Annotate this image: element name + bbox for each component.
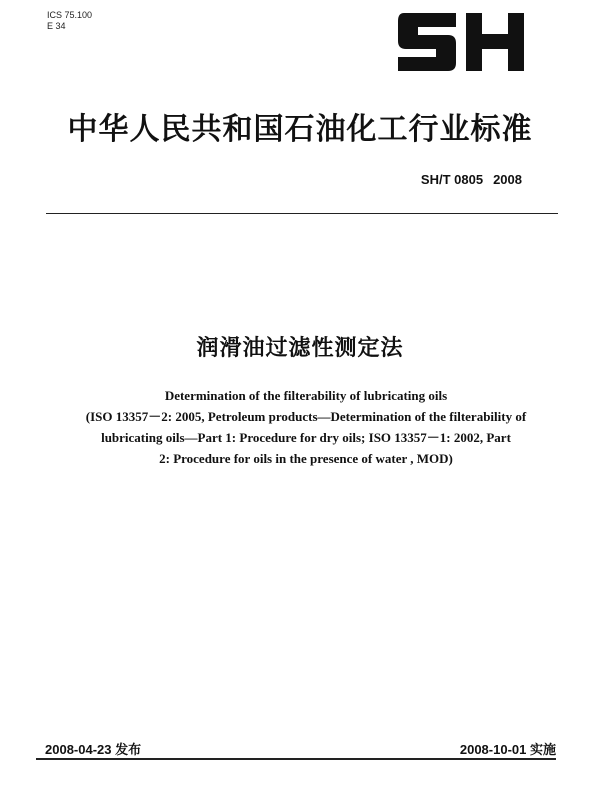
implementation-date	[460, 739, 556, 758]
issue-label: 发布	[115, 742, 142, 757]
title-english-line-4: 2: Procedure for oils in the presence of water , MOD)	[159, 451, 453, 466]
title-chinese: 润滑油过滤性测定法	[196, 336, 404, 361]
implementation-date-value: 2008-10-01	[459, 742, 527, 757]
issue-date	[45, 739, 141, 758]
logo-letter-s	[398, 13, 456, 71]
title-english-line-1: Determination of the filterability of lubricating oils	[164, 388, 448, 403]
classification-codes	[47, 10, 92, 32]
title-english-line-3: lubricating oils—Part 1: Procedure for dry oils; ISO 13357－1: 2002, Part	[101, 430, 511, 445]
ics-code: ICS 75.100	[47, 10, 93, 20]
organization-title: 中华人民共和国石油化工行业标准	[67, 112, 533, 147]
sh-logo	[398, 13, 526, 71]
title-english-line-2: (ISO 13357－2: 2005, Petroleum products—Determination of the filterability of	[85, 409, 527, 424]
logo-letter-h	[466, 13, 524, 71]
header-divider	[46, 213, 558, 214]
standard-year: 2008	[493, 172, 522, 187]
standard-code: SH/T 0805	[420, 172, 484, 187]
implementation-label: 实施	[529, 742, 556, 757]
footer-divider	[36, 758, 556, 760]
class-code: E 34	[47, 21, 66, 31]
standard-number	[421, 172, 522, 187]
issue-date-value: 2008-04-23	[45, 742, 112, 757]
title-english	[40, 385, 572, 469]
